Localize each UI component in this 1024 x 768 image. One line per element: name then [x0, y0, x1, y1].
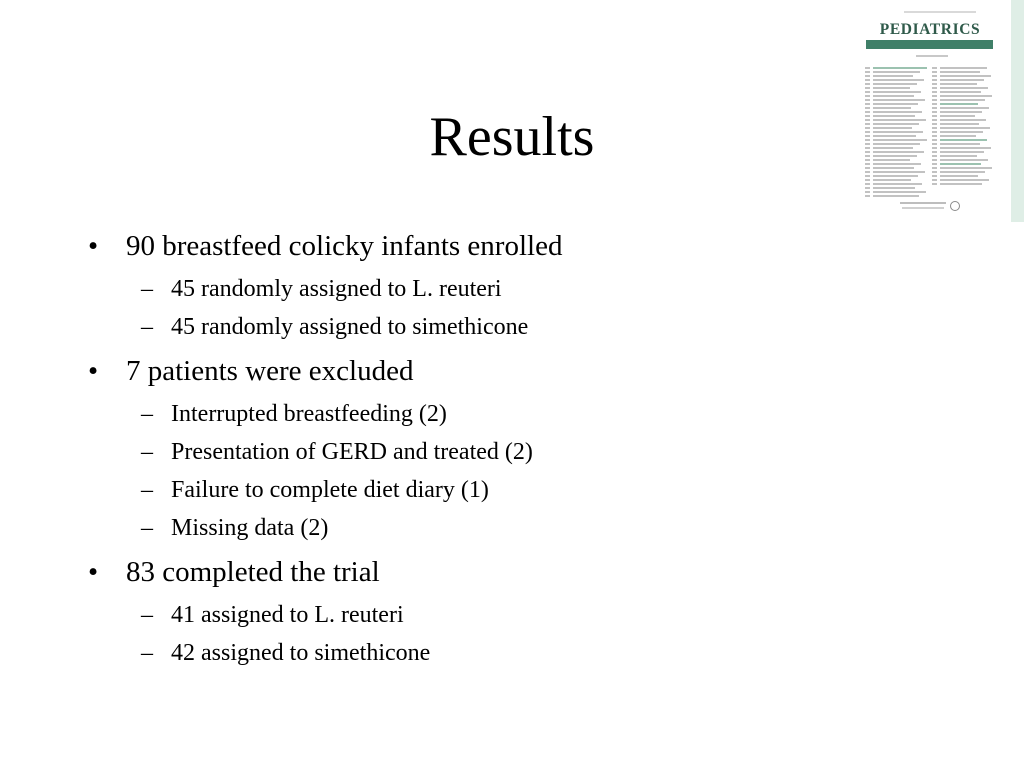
cover-toc-entry	[940, 71, 980, 73]
cover-toc-page-number	[932, 87, 937, 89]
bullet-list	[88, 226, 828, 668]
cover-toc-entry	[873, 187, 915, 189]
cover-toc-entry	[873, 175, 918, 177]
cover-header-line	[904, 11, 976, 13]
cover-toc-page-number	[932, 179, 937, 181]
cover-toc-page-number	[932, 71, 937, 73]
cover-toc-page-number	[865, 183, 870, 185]
cover-toc-page-number	[932, 183, 937, 185]
cover-toc-page-number	[865, 175, 870, 177]
cover-toc-entry	[940, 79, 984, 81]
cover-toc-entry	[940, 171, 985, 173]
cover-toc-page-number	[932, 83, 937, 85]
cover-band	[866, 40, 993, 49]
cover-toc-entry	[940, 99, 985, 101]
subitem-gerd: – Presentation of GERD and treated (2)	[88, 437, 828, 467]
cover-toc-entry	[940, 183, 982, 185]
cover-toc-entry	[873, 87, 910, 89]
cover-toc-page-number	[865, 179, 870, 181]
cover-toc-entry	[873, 91, 921, 93]
cover-toc-page-number	[932, 99, 937, 101]
cover-toc-page-number	[865, 71, 870, 73]
cover-toc-page-number	[865, 99, 870, 101]
cover-toc-page-number	[932, 75, 937, 77]
cover-toc-entry	[940, 179, 989, 181]
bullet-excluded: • 7 patients were excluded	[88, 351, 828, 391]
cover-toc-page-number	[865, 187, 870, 189]
bullet-enrolled: • 90 breastfeed colicky infants enrolled	[88, 226, 828, 266]
cover-toc-page-number	[865, 91, 870, 93]
cover-toc-page-number	[865, 95, 870, 97]
bullet-completed: • 83 completed the trial	[88, 552, 828, 592]
cover-toc-page-number	[865, 171, 870, 173]
publisher-seal-icon	[950, 201, 960, 211]
cover-toc-page-number	[865, 75, 870, 77]
subitem-diet-diary: – Failure to complete diet diary (1)	[88, 475, 828, 505]
cover-toc-page-number	[865, 79, 870, 81]
subitem-missing-data: – Missing data (2)	[88, 513, 828, 543]
cover-toc-entry	[873, 195, 919, 197]
cover-toc-entry	[873, 179, 911, 181]
cover-toc-entry	[940, 67, 987, 69]
cover-toc-entry	[940, 75, 991, 77]
slide-title: Results	[429, 106, 595, 168]
cover-toc-entry	[873, 99, 925, 101]
cover-toc-entry	[873, 171, 925, 173]
cover-toc-page-number	[932, 67, 937, 69]
cover-toc-page-number	[865, 191, 870, 193]
cover-toc-entry	[940, 91, 981, 93]
subitem-reuteri-completed: – 41 assigned to L. reuteri	[88, 600, 828, 630]
cover-toc-entry	[873, 183, 922, 185]
cover-publisher-line-2	[902, 207, 944, 209]
cover-toc-entry	[940, 95, 992, 97]
subitem-simethicone-completed: – 42 assigned to simethicone	[88, 638, 828, 668]
cover-toc-page-number	[932, 95, 937, 97]
cover-toc-entry	[873, 75, 913, 77]
cover-toc-page-number	[865, 87, 870, 89]
cover-toc-page-number	[932, 175, 937, 177]
cover-url-line	[916, 55, 948, 57]
cover-toc-page-number	[865, 83, 870, 85]
cover-toc-entry	[940, 87, 988, 89]
cover-toc-entry	[940, 175, 978, 177]
cover-toc-page-number	[932, 79, 937, 81]
cover-toc-entry	[873, 83, 917, 85]
cover-toc-entry	[873, 71, 920, 73]
cover-toc-entry	[873, 95, 914, 97]
cover-toc-entry	[940, 83, 977, 85]
cover-toc-page-number	[865, 67, 870, 69]
cover-toc-page-number	[865, 195, 870, 197]
cover-toc-page-number	[932, 91, 937, 93]
cover-toc-entry	[873, 191, 926, 193]
cover-publisher-line	[900, 202, 946, 204]
cover-toc-page-number	[932, 171, 937, 173]
journal-title: PEDIATRICS	[879, 21, 981, 38]
subitem-interrupted-breastfeeding: – Interrupted breastfeeding (2)	[88, 399, 828, 429]
cover-toc-section	[873, 67, 927, 69]
cover-toc-entry	[873, 79, 924, 81]
subitem-reuteri-assigned: – 45 randomly assigned to L. reuteri	[88, 274, 828, 304]
subitem-simethicone-assigned: – 45 randomly assigned to simethicone	[88, 312, 828, 342]
